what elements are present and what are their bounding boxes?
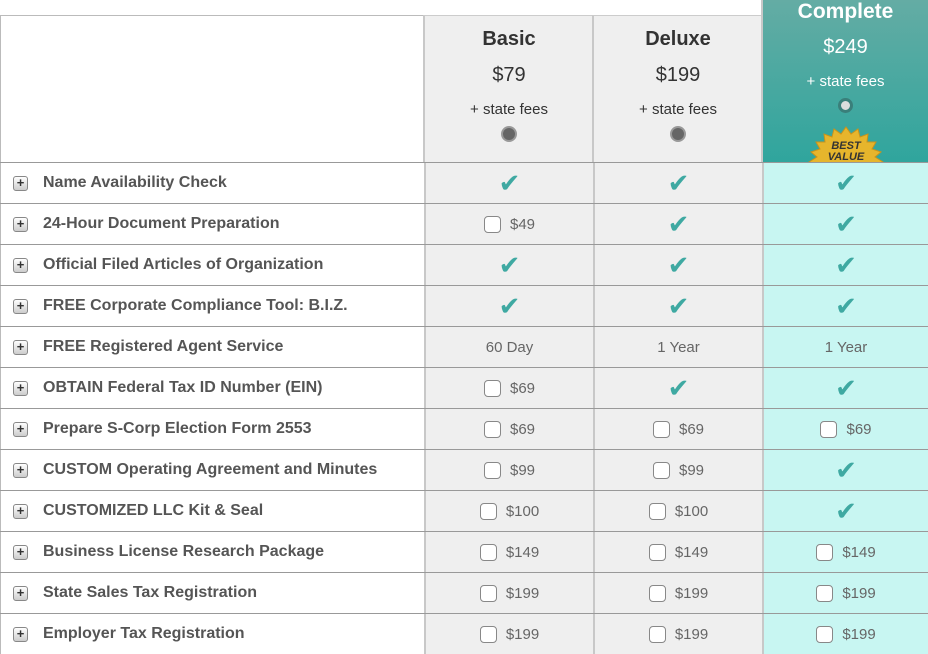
feature-label: Prepare S-Corp Election Form 2553 [43, 420, 312, 437]
addon-price: $199 [505, 584, 540, 602]
table-row [0, 285, 928, 326]
check-icon: ✔ [498, 291, 521, 321]
check-icon: ✔ [835, 168, 857, 198]
plan-name: Basic [482, 28, 536, 50]
feature-cell [593, 286, 762, 326]
addon-price: $149 [674, 543, 709, 561]
plan-radio-basic[interactable] [501, 126, 517, 142]
feature-label: Name Availability Check [43, 174, 227, 191]
addon-checkbox[interactable] [820, 421, 837, 438]
plus-icon[interactable]: + [13, 340, 28, 355]
check-icon: ✔ [498, 250, 521, 280]
feature-cell [762, 409, 928, 449]
feature-cell [593, 573, 762, 613]
feature-cell [424, 368, 593, 408]
table-row [0, 367, 928, 408]
addon-checkbox[interactable] [484, 462, 501, 479]
feature-table [0, 162, 928, 654]
addon-price: $100 [674, 502, 709, 520]
svg-text:VALUE: VALUE [827, 151, 865, 163]
table-row [0, 449, 928, 490]
feature-toggle[interactable] [0, 245, 424, 285]
feature-cell [762, 245, 928, 285]
feature-toggle[interactable] [0, 450, 424, 490]
addon-price: $69 [509, 379, 536, 397]
table-row [0, 531, 928, 572]
feature-label: CUSTOM Operating Agreement and Minutes [43, 461, 378, 478]
addon-price: $99 [678, 461, 705, 479]
addon-price: $199 [674, 584, 709, 602]
table-row [0, 244, 928, 285]
plus-icon[interactable]: + [13, 176, 28, 191]
feature-toggle[interactable] [0, 286, 424, 326]
plan-price: $79 [492, 64, 526, 86]
plan-fees: + state fees [806, 73, 885, 90]
feature-cell [762, 491, 928, 531]
feature-cell [593, 532, 762, 572]
check-icon: ✔ [835, 250, 857, 280]
plan-fees: + state fees [639, 101, 717, 118]
addon-price: $100 [505, 502, 540, 520]
feature-toggle[interactable] [0, 409, 424, 449]
addon-checkbox[interactable] [484, 216, 501, 233]
plus-icon[interactable]: + [13, 299, 28, 314]
plan-name: Complete [797, 0, 894, 23]
feature-cell [424, 327, 593, 367]
plan-price: $249 [823, 36, 868, 58]
table-row [0, 203, 928, 244]
addon-price: $69 [509, 420, 536, 438]
addon-checkbox[interactable] [649, 585, 666, 602]
addon-price: $99 [509, 461, 536, 479]
addon-price: $199 [842, 625, 876, 643]
addon-checkbox[interactable] [649, 544, 666, 561]
feature-label: OBTAIN Federal Tax ID Number (EIN) [43, 379, 323, 396]
feature-cell [762, 614, 928, 654]
check-icon: ✔ [667, 250, 690, 280]
feature-cell [593, 368, 762, 408]
addon-checkbox[interactable] [816, 626, 833, 643]
check-icon: ✔ [835, 291, 857, 321]
feature-label: CUSTOMIZED LLC Kit & Seal [43, 502, 264, 519]
feature-cell [424, 286, 593, 326]
plan-name: Deluxe [645, 28, 711, 50]
addon-price: $149 [505, 543, 540, 561]
feature-cell [762, 573, 928, 613]
addon-price: $149 [842, 543, 876, 561]
check-icon: ✔ [498, 168, 521, 198]
plan-deluxe [592, 15, 762, 163]
addon-checkbox[interactable] [480, 503, 497, 520]
feature-toggle[interactable] [0, 368, 424, 408]
plus-icon[interactable]: + [13, 463, 28, 478]
table-row [0, 613, 928, 654]
feature-cell [424, 245, 593, 285]
feature-cell [762, 204, 928, 244]
feature-toggle[interactable] [0, 163, 424, 203]
addon-checkbox[interactable] [653, 421, 670, 438]
feature-label: Employer Tax Registration [43, 625, 245, 642]
feature-cell [593, 450, 762, 490]
addon-checkbox[interactable] [484, 380, 501, 397]
feature-cell [593, 204, 762, 244]
addon-checkbox[interactable] [480, 626, 497, 643]
cell-text: 1 Year [824, 338, 868, 356]
check-icon: ✔ [667, 209, 690, 239]
check-icon: ✔ [835, 455, 857, 485]
feature-toggle[interactable] [0, 614, 424, 654]
plus-icon[interactable]: + [13, 504, 28, 519]
feature-toggle[interactable] [0, 327, 424, 367]
feature-cell [424, 573, 593, 613]
plus-icon[interactable]: + [13, 422, 28, 437]
feature-cell [762, 327, 928, 367]
addon-price: $199 [842, 584, 876, 602]
check-icon: ✔ [667, 291, 690, 321]
addon-checkbox[interactable] [484, 421, 501, 438]
addon-checkbox[interactable] [480, 585, 497, 602]
table-row [0, 572, 928, 613]
feature-cell [424, 532, 593, 572]
plan-radio-complete[interactable] [838, 98, 853, 113]
feature-cell [593, 491, 762, 531]
check-icon: ✔ [667, 373, 690, 403]
feature-cell [593, 245, 762, 285]
addon-checkbox[interactable] [816, 585, 833, 602]
plan-complete [761, 0, 928, 163]
feature-cell [593, 409, 762, 449]
feature-cell [762, 286, 928, 326]
check-icon: ✔ [835, 209, 857, 239]
plus-icon[interactable]: + [13, 217, 28, 232]
feature-cell [424, 409, 593, 449]
addon-checkbox[interactable] [480, 544, 497, 561]
addon-price: $199 [505, 625, 540, 643]
plus-icon[interactable]: + [13, 381, 28, 396]
plus-icon[interactable]: + [13, 627, 28, 642]
feature-toggle[interactable] [0, 491, 424, 531]
cell-text: 60 Day [485, 338, 534, 356]
check-icon: ✔ [835, 496, 857, 526]
addon-price: $69 [846, 420, 872, 438]
feature-cell [762, 368, 928, 408]
table-row [0, 326, 928, 367]
feature-cell [593, 614, 762, 654]
addon-price: $199 [674, 625, 709, 643]
feature-label: State Sales Tax Registration [43, 584, 257, 601]
addon-checkbox[interactable] [816, 544, 833, 561]
feature-cell [424, 450, 593, 490]
addon-checkbox[interactable] [649, 626, 666, 643]
addon-checkbox[interactable] [649, 503, 666, 520]
feature-cell [424, 491, 593, 531]
addon-price: $49 [509, 215, 536, 233]
feature-toggle[interactable] [0, 204, 424, 244]
feature-cell [424, 163, 593, 203]
plan-price: $199 [655, 64, 701, 86]
table-row [0, 162, 928, 203]
plan-radio-deluxe[interactable] [670, 126, 686, 142]
feature-label: FREE Registered Agent Service [43, 338, 284, 355]
feature-label: Official Filed Articles of Organization [43, 256, 324, 273]
feature-cell [762, 450, 928, 490]
feature-cell [424, 614, 593, 654]
best-value-badge-icon [805, 125, 887, 163]
feature-toggle[interactable] [0, 573, 424, 613]
cell-text: 1 Year [657, 338, 700, 356]
svg-text:BEST: BEST [831, 140, 861, 152]
check-icon: ✔ [667, 168, 690, 198]
plus-icon[interactable]: + [13, 258, 28, 273]
feature-cell [593, 327, 762, 367]
feature-cell [762, 532, 928, 572]
plus-icon[interactable]: + [13, 545, 28, 560]
feature-label: Business License Research Package [43, 543, 325, 560]
feature-label: 24-Hour Document Preparation [43, 215, 280, 232]
feature-toggle[interactable] [0, 532, 424, 572]
feature-cell [593, 163, 762, 203]
plan-fees: + state fees [470, 101, 548, 118]
plan-basic [423, 15, 593, 163]
plus-icon[interactable]: + [13, 586, 28, 601]
table-row [0, 490, 928, 531]
feature-label: FREE Corporate Compliance Tool: B.I.Z. [43, 297, 348, 314]
check-icon: ✔ [835, 373, 857, 403]
table-row [0, 408, 928, 449]
header-blank [0, 15, 424, 163]
addon-price: $69 [678, 420, 705, 438]
addon-checkbox[interactable] [653, 462, 670, 479]
feature-cell [762, 163, 928, 203]
feature-cell [424, 204, 593, 244]
